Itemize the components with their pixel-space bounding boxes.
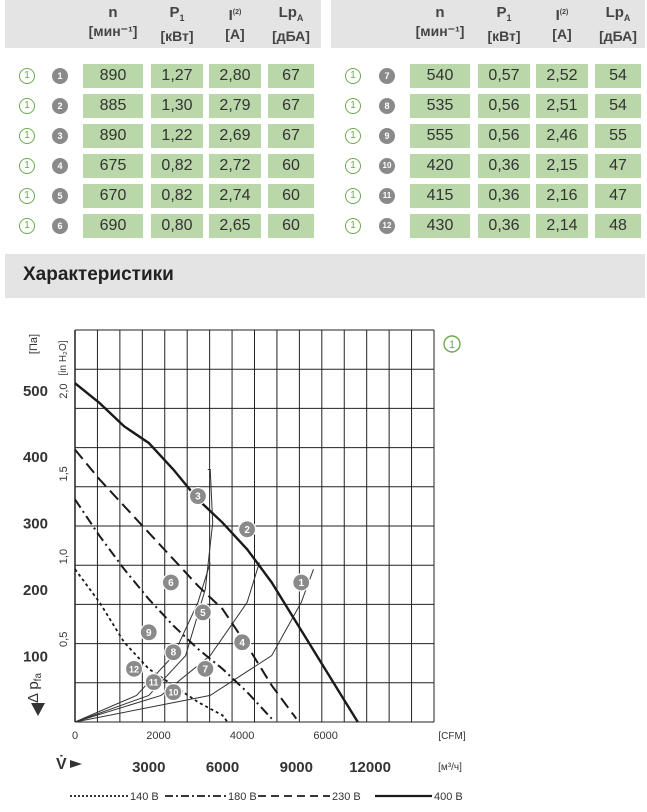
table-cell: 67 — [268, 124, 314, 148]
table-column-header: $I^{(2)}$ [A] — [225, 7, 245, 42]
table-cell: 1,30 — [151, 94, 203, 118]
table-cell: 2,65 — [209, 214, 261, 238]
table-cell: 1,27 — [151, 64, 203, 88]
table-column-header: $P_1$ [кВт] — [160, 4, 194, 44]
table-cell: 415 — [410, 184, 470, 208]
table-column-header: $Lp_A$ [дБА] — [272, 4, 310, 44]
x-tick-label: 9000 — [279, 759, 313, 776]
table-cell: 54 — [595, 64, 641, 88]
table-cell: 2,80 — [209, 64, 261, 88]
table-cell: 60 — [268, 154, 314, 178]
curve-ref-icon: 1 — [345, 158, 361, 174]
x-tick-label: 12000 — [349, 759, 391, 776]
table-cell: 2,79 — [209, 94, 261, 118]
y2-unit-label: [in H₂O] — [58, 340, 69, 376]
curve-ref-icon: 1 — [19, 188, 35, 204]
curve-ref-icon: 1 — [19, 68, 35, 84]
table-cell: 885 — [83, 94, 143, 118]
operating-point-label: 6 — [168, 577, 174, 589]
cfm-tick-label: 2000 — [146, 730, 171, 742]
curve-ref-icon: 1 — [345, 98, 361, 114]
x-axis-title: V̇ — [56, 756, 67, 773]
curve-ref-icon: 1 — [19, 128, 35, 144]
operating-point-icon: 1 — [52, 68, 68, 84]
operating-point-icon: 12 — [379, 218, 395, 234]
x-tick-label: 6000 — [205, 759, 240, 776]
operating-point-label: 5 — [200, 607, 206, 619]
operating-point-icon: 11 — [379, 188, 395, 204]
x-axis-arrow — [70, 760, 82, 768]
table-cell: 60 — [268, 184, 314, 208]
table-cell: 890 — [83, 64, 143, 88]
y-tick-label: 100 — [22, 648, 48, 666]
operating-point-icon: 6 — [52, 218, 68, 234]
table-cell: 67 — [268, 94, 314, 118]
curve-ref-icon: 1 — [19, 218, 35, 234]
y2-tick-label: 0,5 — [58, 631, 70, 647]
y-axis-title: Δ $p_{fa}$ — [25, 672, 44, 704]
cfm-unit-label: [CFM] — [438, 731, 466, 742]
table-cell: 0,56 — [478, 124, 530, 148]
table-cell: 2,72 — [209, 154, 261, 178]
operating-point-label: 8 — [170, 647, 177, 659]
y-tick-label: 300 — [22, 515, 48, 533]
operating-point-label: 11 — [148, 677, 159, 688]
table-column-header: $Lp_A$ [дБА] — [599, 4, 637, 44]
curve-badge-label: 1 — [448, 339, 456, 351]
cfm-tick-label: 6000 — [313, 730, 338, 742]
table-cell: 0,56 — [478, 94, 530, 118]
table-cell: 0,36 — [478, 154, 530, 178]
table-column-header: $P_1$ [кВт] — [487, 4, 521, 44]
table-cell: 420 — [410, 154, 470, 178]
table-cell: 0,82 — [151, 184, 203, 208]
curve-ref-icon: 1 — [345, 68, 361, 84]
x-tick-label: 3000 — [132, 759, 166, 776]
y-tick-label: 200 — [22, 582, 48, 600]
operating-point-label: 4 — [239, 637, 245, 649]
operating-point-icon: 7 — [379, 68, 395, 84]
operating-point-label: 1 — [298, 577, 305, 589]
table-cell: 540 — [410, 64, 470, 88]
operating-point-label: 12 — [129, 664, 140, 675]
table-cell: 555 — [410, 124, 470, 148]
table-cell: 54 — [595, 94, 641, 118]
table-cell: 48 — [595, 214, 641, 238]
cfm-tick-label: 4000 — [229, 730, 255, 742]
legend-label: 400 В — [434, 791, 463, 803]
operating-point-icon: 3 — [52, 128, 68, 144]
operating-point-icon: 10 — [379, 158, 395, 174]
curve-ref-icon: 1 — [345, 128, 361, 144]
table-cell: 0,80 — [151, 214, 203, 238]
y-axis-title-sub: fa — [33, 672, 44, 682]
cfm-tick-label: 0 — [71, 730, 79, 742]
table-column-header: n [мин⁻¹] — [415, 4, 465, 39]
curve-ref-icon: 1 — [345, 188, 361, 204]
table-cell: 0,36 — [478, 184, 530, 208]
y2-tick-label: 1,5 — [58, 466, 70, 482]
table-cell: 2,69 — [209, 124, 261, 148]
table-cell: 535 — [410, 94, 470, 118]
table-cell: 675 — [83, 154, 143, 178]
table-cell: 2,46 — [536, 124, 588, 148]
curve-ref-icon: 1 — [19, 158, 35, 174]
table-cell: 55 — [595, 124, 641, 148]
operating-point-label: 2 — [244, 524, 250, 536]
y-unit-label: [Па] — [28, 333, 40, 355]
table-cell: 67 — [268, 64, 314, 88]
operating-point-icon: 4 — [52, 158, 68, 174]
table-cell: 0,82 — [151, 154, 203, 178]
fan-curve-longdash — [75, 450, 296, 719]
table-cell: 1,22 — [151, 124, 203, 148]
performance-chart — [0, 318, 647, 812]
table-cell: 2,51 — [536, 94, 588, 118]
table-column-header: n [мин⁻¹] — [88, 4, 138, 39]
table-cell: 670 — [83, 184, 143, 208]
curve-ref-icon: 1 — [19, 98, 35, 114]
table-cell: 2,52 — [536, 64, 588, 88]
x-unit-label: [м³/ч] — [438, 762, 462, 773]
table-cell: 690 — [83, 214, 143, 238]
table-cell: 2,74 — [209, 184, 261, 208]
system-resistance-curve — [75, 470, 213, 722]
operating-point-icon: 9 — [379, 128, 395, 144]
operating-point-label: 7 — [202, 664, 209, 676]
operating-point-label: 9 — [145, 627, 152, 639]
y2-tick-label: 1,0 — [58, 548, 70, 565]
table-cell: 2,14 — [536, 214, 588, 238]
legend-label: 230 В — [332, 791, 361, 803]
table-cell: 0,36 — [478, 214, 530, 238]
table-cell: 47 — [595, 184, 641, 208]
table-cell: 430 — [410, 214, 470, 238]
legend-label: 180 В — [228, 791, 257, 803]
table-cell: 47 — [595, 154, 641, 178]
fan-curve-solid — [75, 383, 358, 722]
y-tick-label: 400 — [22, 449, 48, 467]
y-axis-arrow — [31, 703, 45, 716]
y-tick-label: 500 — [22, 382, 48, 400]
y2-tick-label: 2,0 — [58, 383, 70, 399]
table-cell: 2,15 — [536, 154, 588, 178]
table-cell: 890 — [83, 124, 143, 148]
operating-point-icon: 5 — [52, 188, 68, 204]
table-cell: 0,57 — [478, 64, 530, 88]
table-cell: 60 — [268, 214, 314, 238]
operating-point-label: 10 — [168, 687, 179, 698]
curve-ref-icon: 1 — [345, 218, 361, 234]
section-header — [5, 254, 645, 298]
table-column-header: $I^{(2)}$ [A] — [552, 7, 572, 42]
section-title: Характеристики — [23, 264, 174, 285]
operating-point-icon: 2 — [52, 98, 68, 114]
table-cell: 2,16 — [536, 184, 588, 208]
operating-point-icon: 8 — [379, 98, 395, 114]
legend-label: 140 В — [130, 791, 159, 803]
operating-point-label: 3 — [195, 491, 201, 503]
